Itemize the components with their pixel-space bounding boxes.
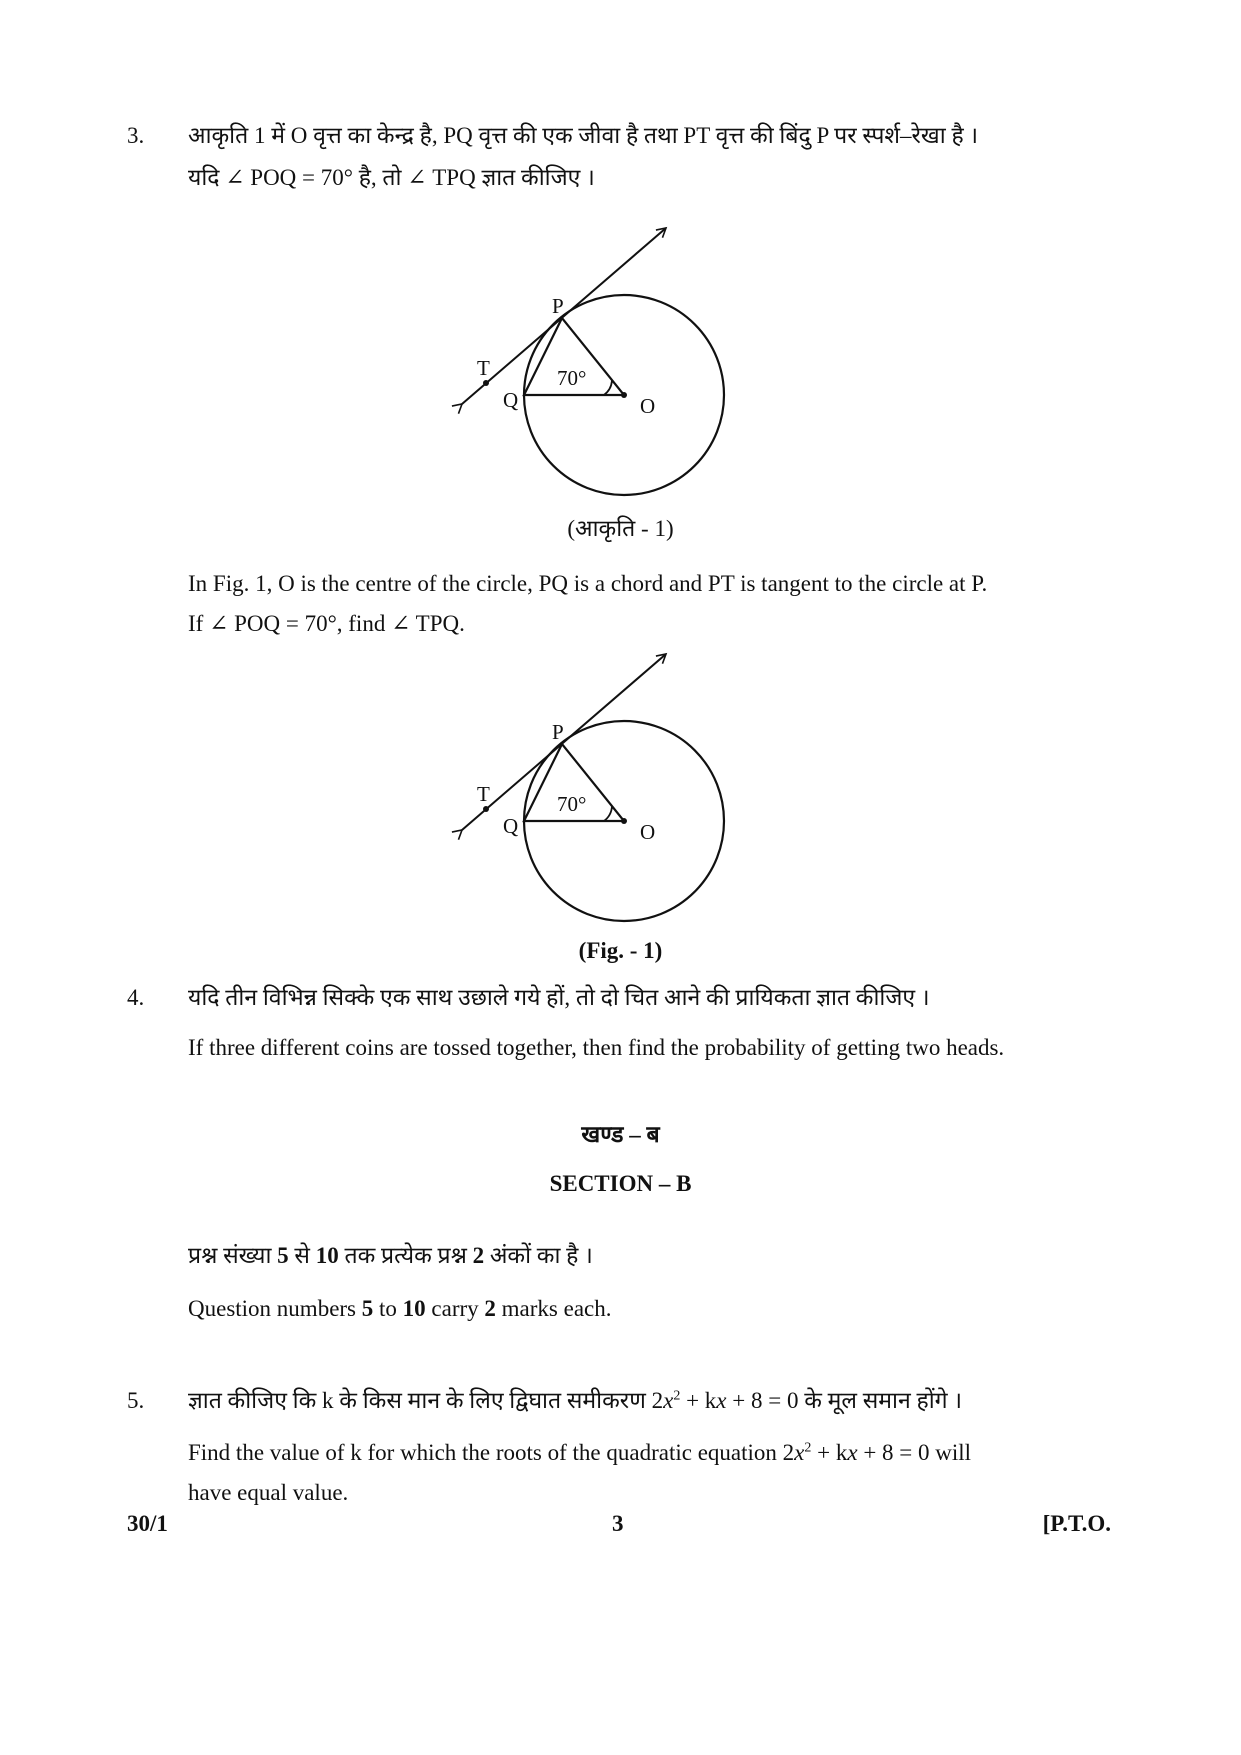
- label-t: T: [477, 782, 490, 806]
- label-o: O: [640, 394, 656, 418]
- center-point: [621, 818, 627, 824]
- figure-1: [462, 228, 724, 495]
- q3-english-line1: In Fig. 1, O is the centre of the circle, PQ is a chord and PT is tangent to the circle at P.: [188, 571, 988, 596]
- q4-hindi: यदि तीन विभिन्न सिक्के एक साथ उछाले गये हों, तो दो चित आने की प्रायिकता ज्ञात कीजिए ।: [188, 985, 930, 1010]
- q3-hindi-line1: आकृति 1 में O वृत्त का केन्द्र है, PQ वृत्त की एक जीवा है तथा PT वृत्त की बिंदु P पर स्पर्श–रेखा है ।: [188, 123, 979, 148]
- q5-english-line1: Find the value of k for which the roots of the quadratic equation $2x^2$ + kx + 8 = 0 will: [188, 1440, 972, 1465]
- figure-caption-english: (Fig. - 1): [578, 938, 663, 963]
- section-title-hindi: खण्ड – ब: [581, 1122, 660, 1147]
- center-point: [621, 392, 627, 398]
- point-t: [483, 380, 489, 386]
- q5-hindi: ज्ञात कीजिए कि k के किस मान के लिए द्विघात समीकरण $2x^2$ + kx + 8 = 0 के मूल समान होंगे ।: [188, 1388, 963, 1413]
- q3-hindi-line2: यदि ∠ POQ = 70° है, तो ∠ TPQ ज्ञात कीजिए ।: [188, 165, 595, 190]
- section-instruction-hindi: प्रश्न संख्या 5 से 10 तक प्रत्येक प्रश्न 2 अंकों का है ।: [188, 1243, 593, 1268]
- label-q: Q: [503, 388, 519, 412]
- page-number: 3: [612, 1511, 624, 1536]
- please-turn-over: [P.T.O.: [1042, 1511, 1111, 1536]
- point-t: [483, 806, 489, 812]
- angle-arc: [604, 380, 612, 395]
- figure-caption-hindi: (आकृति - 1): [567, 516, 674, 541]
- q5-english-line2: have equal value.: [188, 1480, 349, 1505]
- question-number: 5.: [127, 1388, 145, 1413]
- label-p: P: [552, 294, 564, 318]
- label-o: O: [640, 820, 656, 844]
- figure-1-english: [462, 654, 724, 921]
- question-number: 4.: [127, 985, 145, 1010]
- label-q: Q: [503, 814, 519, 838]
- label-t: T: [477, 356, 490, 380]
- angle-arc: [604, 806, 612, 821]
- paper-code: 30/1: [127, 1511, 168, 1536]
- angle-label: 70°: [557, 792, 587, 816]
- label-p: P: [552, 720, 564, 744]
- section-instruction: Question numbers 5 to 10 carry 2 marks each.: [188, 1296, 612, 1321]
- q4-english: If three different coins are tossed together, then find the probability of getting two heads.: [188, 1035, 1005, 1060]
- section-title: SECTION – B: [549, 1171, 692, 1196]
- question-number: 3.: [127, 123, 145, 148]
- q3-english-line2: If ∠ POQ = 70°, find ∠ TPQ.: [188, 611, 465, 636]
- angle-label: 70°: [557, 366, 587, 390]
